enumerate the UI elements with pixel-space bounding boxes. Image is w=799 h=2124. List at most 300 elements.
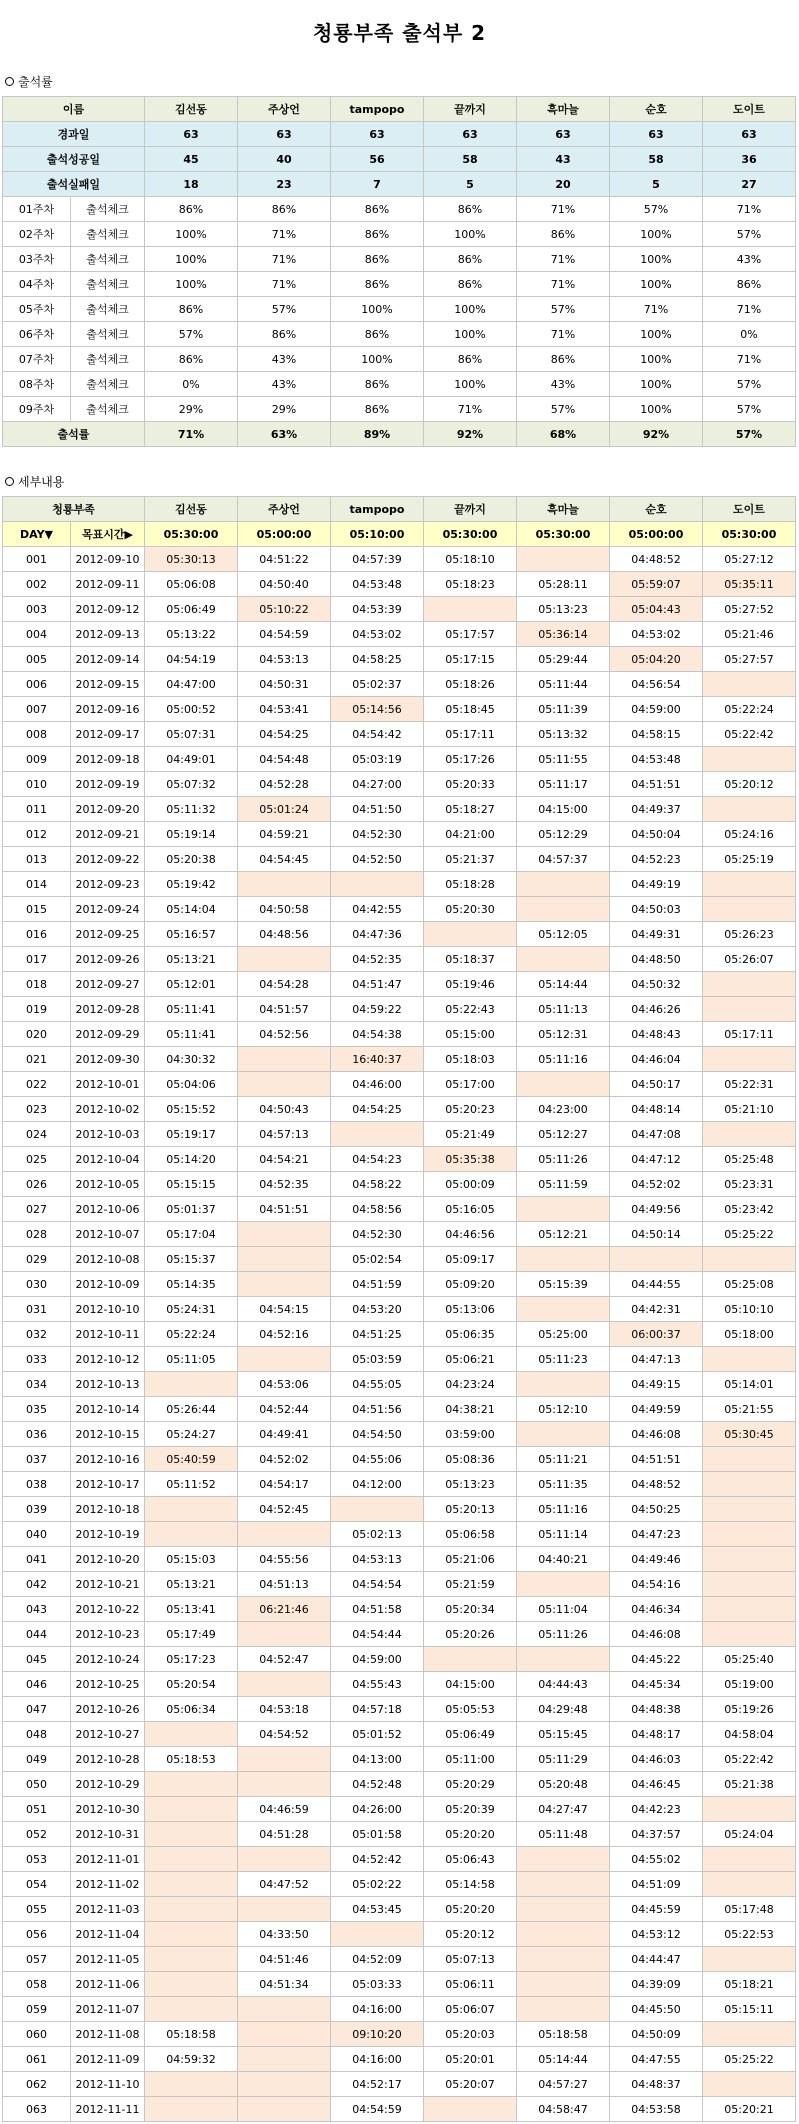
time-cell-missed	[517, 1847, 610, 1872]
time-cell: 05:12:29	[517, 822, 610, 847]
date-cell: 2012-10-17	[71, 1472, 145, 1497]
week-rate-cell: 71%	[424, 397, 517, 422]
week-rate-cell: 86%	[424, 272, 517, 297]
day-number: 023	[3, 1097, 71, 1122]
time-cell: 04:48:38	[610, 1697, 703, 1722]
time-cell: 04:52:02	[238, 1447, 331, 1472]
time-cell: 04:49:19	[610, 872, 703, 897]
week-label: 08주차	[3, 372, 71, 397]
date-cell: 2012-09-15	[71, 672, 145, 697]
time-cell-missed	[424, 922, 517, 947]
circle-bullet-icon	[5, 477, 14, 486]
day-number: 027	[3, 1197, 71, 1222]
time-cell: 04:53:48	[331, 572, 424, 597]
target-row	[3, 522, 796, 547]
time-cell: 04:44:55	[610, 1272, 703, 1297]
week-row	[3, 322, 796, 347]
time-cell: 04:52:42	[331, 1847, 424, 1872]
day-number: 063	[3, 2097, 71, 2122]
time-cell: 04:55:56	[238, 1547, 331, 1572]
day-number: 018	[3, 972, 71, 997]
count-cell: 7	[331, 172, 424, 197]
time-cell: 04:53:48	[610, 747, 703, 772]
date-cell: 2012-09-27	[71, 972, 145, 997]
day-number: 040	[3, 1522, 71, 1547]
time-cell-missed: 05:35:11	[703, 572, 796, 597]
time-cell-missed	[610, 1247, 703, 1272]
time-cell: 04:52:09	[331, 1947, 424, 1972]
fail-days-row	[3, 172, 796, 197]
time-cell: 05:06:35	[424, 1322, 517, 1347]
day-row	[3, 1797, 796, 1822]
time-cell-missed	[703, 2022, 796, 2047]
time-cell-missed	[517, 1372, 610, 1397]
time-cell-missed	[145, 1722, 238, 1747]
time-cell: 05:12:27	[517, 1122, 610, 1147]
time-cell: 05:06:08	[145, 572, 238, 597]
time-cell: 04:54:25	[331, 1097, 424, 1122]
time-cell-missed	[517, 1247, 610, 1272]
day-number: 003	[3, 597, 71, 622]
week-label: 09주차	[3, 397, 71, 422]
check-label: 출석체크	[71, 222, 145, 247]
week-rate-cell: 86%	[238, 197, 331, 222]
time-cell: 04:48:43	[610, 1022, 703, 1047]
time-cell: 05:20:23	[424, 1097, 517, 1122]
day-row	[3, 672, 796, 697]
time-cell: 05:26:07	[703, 947, 796, 972]
time-cell: 04:46:04	[610, 1047, 703, 1072]
time-cell: 04:54:21	[238, 1147, 331, 1172]
time-cell: 04:56:54	[610, 672, 703, 697]
target-time-cell: 05:30:00	[145, 522, 238, 547]
day-number: 043	[3, 1597, 71, 1622]
week-rate-cell: 71%	[238, 247, 331, 272]
time-cell: 05:06:49	[145, 597, 238, 622]
time-cell: 04:57:39	[331, 547, 424, 572]
time-cell: 05:21:55	[703, 1397, 796, 1422]
time-cell: 04:51:56	[331, 1397, 424, 1422]
time-cell-missed	[145, 2097, 238, 2122]
date-cell: 2012-10-24	[71, 1647, 145, 1672]
time-cell-missed	[703, 1522, 796, 1547]
date-cell: 2012-09-26	[71, 947, 145, 972]
week-rate-cell: 100%	[610, 347, 703, 372]
day-number: 035	[3, 1397, 71, 1422]
week-label: 02주차	[3, 222, 71, 247]
day-row	[3, 1122, 796, 1147]
time-cell-missed	[703, 1797, 796, 1822]
date-cell: 2012-09-20	[71, 797, 145, 822]
target-time-header: 목표시간▶	[71, 522, 145, 547]
time-cell-missed	[517, 547, 610, 572]
time-cell: 04:58:56	[331, 1197, 424, 1222]
time-cell: 04:50:40	[238, 572, 331, 597]
time-cell: 05:24:27	[145, 1422, 238, 1447]
time-cell: 05:22:53	[703, 1922, 796, 1947]
week-rate-cell: 86%	[145, 197, 238, 222]
day-number: 031	[3, 1297, 71, 1322]
time-cell: 04:27:00	[331, 772, 424, 797]
week-rate-cell: 86%	[331, 322, 424, 347]
detail-header-row	[3, 497, 796, 522]
time-cell: 04:47:52	[238, 1872, 331, 1897]
week-rate-cell: 100%	[145, 272, 238, 297]
time-cell: 04:58:25	[331, 647, 424, 672]
time-cell: 04:39:09	[610, 1972, 703, 1997]
time-cell: 05:06:11	[424, 1972, 517, 1997]
week-rate-cell: 86%	[331, 372, 424, 397]
time-cell-missed: 05:40:59	[145, 1447, 238, 1472]
time-cell: 05:28:11	[517, 572, 610, 597]
time-cell: 04:58:47	[517, 2097, 610, 2122]
time-cell: 05:25:19	[703, 847, 796, 872]
total-rate-cell: 71%	[145, 422, 238, 447]
count-cell: 63	[703, 122, 796, 147]
time-cell: 04:49:41	[238, 1422, 331, 1447]
time-cell-missed	[517, 1972, 610, 1997]
date-cell: 2012-10-19	[71, 1522, 145, 1547]
time-cell-missed	[517, 1422, 610, 1447]
time-cell: 04:58:04	[703, 1722, 796, 1747]
date-cell: 2012-10-12	[71, 1347, 145, 1372]
time-cell: 04:51:51	[610, 772, 703, 797]
time-cell-missed	[238, 1747, 331, 1772]
week-rate-cell: 86%	[424, 197, 517, 222]
date-cell: 2012-09-14	[71, 647, 145, 672]
time-cell: 04:49:01	[145, 747, 238, 772]
member-header: 도이트	[703, 97, 796, 122]
time-cell: 04:51:46	[238, 1947, 331, 1972]
time-cell: 04:52:44	[238, 1397, 331, 1422]
date-cell: 2012-09-24	[71, 897, 145, 922]
date-cell: 2012-09-22	[71, 847, 145, 872]
time-cell: 05:20:01	[424, 2047, 517, 2072]
week-rate-cell: 71%	[610, 297, 703, 322]
time-cell-missed	[238, 1897, 331, 1922]
week-row	[3, 222, 796, 247]
time-cell-missed	[238, 1997, 331, 2022]
day-number: 030	[3, 1272, 71, 1297]
week-rate-cell: 71%	[517, 272, 610, 297]
section-rates-text: 출석률	[18, 75, 53, 89]
time-cell: 05:15:45	[517, 1722, 610, 1747]
day-number: 039	[3, 1497, 71, 1522]
week-rate-cell: 71%	[703, 347, 796, 372]
time-cell-missed	[703, 747, 796, 772]
week-rate-cell: 100%	[610, 247, 703, 272]
day-row	[3, 572, 796, 597]
time-cell: 05:13:23	[424, 1472, 517, 1497]
date-cell: 2012-10-16	[71, 1447, 145, 1472]
time-cell: 05:20:30	[424, 897, 517, 922]
time-cell: 05:25:40	[703, 1647, 796, 1672]
time-cell: 04:52:30	[331, 1222, 424, 1247]
time-cell: 04:48:37	[610, 2072, 703, 2097]
time-cell: 04:51:47	[331, 972, 424, 997]
time-cell-missed	[703, 672, 796, 697]
day-row	[3, 622, 796, 647]
day-row	[3, 1872, 796, 1897]
day-number: 021	[3, 1047, 71, 1072]
week-rate-cell: 100%	[145, 222, 238, 247]
week-rate-cell: 100%	[145, 247, 238, 272]
time-cell: 05:20:20	[424, 1897, 517, 1922]
week-rate-cell: 100%	[610, 372, 703, 397]
time-cell: 05:22:31	[703, 1072, 796, 1097]
time-cell-missed	[331, 1122, 424, 1147]
time-cell-missed	[703, 972, 796, 997]
date-cell: 2012-10-08	[71, 1247, 145, 1272]
week-rate-cell: 71%	[517, 197, 610, 222]
day-number: 055	[3, 1897, 71, 1922]
time-cell-missed	[517, 1297, 610, 1322]
time-cell: 05:20:12	[703, 772, 796, 797]
time-cell-missed	[703, 797, 796, 822]
time-cell-missed	[703, 1622, 796, 1647]
time-cell-missed	[703, 997, 796, 1022]
week-rate-cell: 29%	[145, 397, 238, 422]
target-time-cell: 05:10:00	[331, 522, 424, 547]
time-cell: 04:52:17	[331, 2072, 424, 2097]
date-cell: 2012-11-10	[71, 2072, 145, 2097]
time-cell: 05:20:03	[424, 2022, 517, 2047]
time-cell: 05:27:12	[703, 547, 796, 572]
week-rate-cell: 71%	[517, 247, 610, 272]
day-number: 024	[3, 1122, 71, 1147]
time-cell: 04:13:00	[331, 1747, 424, 1772]
time-cell: 04:52:16	[238, 1322, 331, 1347]
time-cell-missed	[238, 872, 331, 897]
time-cell: 05:25:22	[703, 2047, 796, 2072]
date-cell: 2012-11-02	[71, 1872, 145, 1897]
week-rate-cell: 100%	[424, 322, 517, 347]
day-row	[3, 1322, 796, 1347]
time-cell: 04:59:32	[145, 2047, 238, 2072]
time-cell: 04:59:22	[331, 997, 424, 1022]
time-cell: 03:59:00	[424, 1422, 517, 1447]
week-rate-cell: 100%	[424, 372, 517, 397]
time-cell-missed	[517, 897, 610, 922]
row-label: 출석실패일	[3, 172, 145, 197]
success-days-row	[3, 147, 796, 172]
week-rate-cell: 0%	[703, 322, 796, 347]
time-cell: 04:29:48	[517, 1697, 610, 1722]
week-rate-cell: 86%	[331, 397, 424, 422]
date-cell: 2012-11-05	[71, 1947, 145, 1972]
time-cell: 05:21:49	[424, 1122, 517, 1147]
time-cell: 05:07:32	[145, 772, 238, 797]
time-cell: 05:14:20	[145, 1147, 238, 1172]
week-rate-cell: 100%	[424, 297, 517, 322]
time-cell-missed	[703, 1872, 796, 1897]
time-cell: 05:21:37	[424, 847, 517, 872]
time-cell: 04:46:59	[238, 1797, 331, 1822]
day-row	[3, 1572, 796, 1597]
count-cell: 5	[424, 172, 517, 197]
time-cell: 05:18:45	[424, 697, 517, 722]
time-cell: 05:20:34	[424, 1597, 517, 1622]
time-cell: 04:50:32	[610, 972, 703, 997]
day-row	[3, 1597, 796, 1622]
date-cell: 2012-10-03	[71, 1122, 145, 1147]
date-cell: 2012-11-03	[71, 1897, 145, 1922]
week-rate-cell: 57%	[145, 322, 238, 347]
time-cell: 04:16:00	[331, 2047, 424, 2072]
day-row	[3, 1822, 796, 1847]
week-rate-cell: 100%	[331, 297, 424, 322]
time-cell: 05:11:48	[517, 1822, 610, 1847]
day-number: 019	[3, 997, 71, 1022]
time-cell-missed: 05:04:43	[610, 597, 703, 622]
time-cell: 05:17:15	[424, 647, 517, 672]
time-cell: 04:51:34	[238, 1972, 331, 1997]
time-cell: 04:48:14	[610, 1097, 703, 1122]
time-cell: 04:52:02	[610, 1172, 703, 1197]
time-cell-missed	[517, 1922, 610, 1947]
time-cell: 04:53:02	[610, 622, 703, 647]
date-cell: 2012-10-05	[71, 1172, 145, 1197]
time-cell: 05:21:10	[703, 1097, 796, 1122]
time-cell-missed: 06:21:46	[238, 1597, 331, 1622]
time-cell-missed	[238, 1072, 331, 1097]
time-cell: 04:54:23	[331, 1147, 424, 1172]
time-cell: 05:15:39	[517, 1272, 610, 1297]
row-label: 경과일	[3, 122, 145, 147]
time-cell: 05:11:41	[145, 1022, 238, 1047]
time-cell: 04:57:13	[238, 1122, 331, 1147]
day-row	[3, 1197, 796, 1222]
week-rate-cell: 71%	[703, 197, 796, 222]
day-row	[3, 1447, 796, 1472]
count-cell: 5	[610, 172, 703, 197]
time-cell: 05:13:32	[517, 722, 610, 747]
count-cell: 63	[610, 122, 703, 147]
time-cell: 04:49:31	[610, 922, 703, 947]
time-cell: 05:14:44	[517, 972, 610, 997]
count-cell: 63	[424, 122, 517, 147]
time-cell: 04:50:58	[238, 897, 331, 922]
time-cell: 04:53:02	[331, 622, 424, 647]
date-cell: 2012-10-07	[71, 1222, 145, 1247]
target-time-cell: 05:30:00	[703, 522, 796, 547]
time-cell: 05:18:23	[424, 572, 517, 597]
time-cell: 05:14:04	[145, 897, 238, 922]
time-cell-missed	[145, 1972, 238, 1997]
week-rate-cell: 100%	[610, 272, 703, 297]
member-header: 주상언	[238, 97, 331, 122]
date-cell: 2012-10-10	[71, 1297, 145, 1322]
count-cell: 40	[238, 147, 331, 172]
time-cell: 05:18:26	[424, 672, 517, 697]
day-number: 045	[3, 1647, 71, 1672]
week-rate-cell: 86%	[424, 247, 517, 272]
time-cell: 04:51:51	[610, 1447, 703, 1472]
week-rate-cell: 43%	[517, 372, 610, 397]
time-cell: 05:20:33	[424, 772, 517, 797]
time-cell-missed: 05:36:14	[517, 622, 610, 647]
time-cell: 05:06:49	[424, 1722, 517, 1747]
time-cell: 05:13:06	[424, 1297, 517, 1322]
time-cell: 04:45:22	[610, 1647, 703, 1672]
time-cell: 04:51:50	[331, 797, 424, 822]
time-cell: 04:50:14	[610, 1222, 703, 1247]
circle-bullet-icon	[5, 77, 14, 86]
time-cell: 04:53:06	[238, 1372, 331, 1397]
date-cell: 2012-10-20	[71, 1547, 145, 1572]
day-number: 050	[3, 1772, 71, 1797]
check-label: 출석체크	[71, 247, 145, 272]
time-cell: 05:20:26	[424, 1622, 517, 1647]
time-cell-missed	[331, 1922, 424, 1947]
time-cell: 04:59:00	[610, 697, 703, 722]
time-cell: 05:21:46	[703, 622, 796, 647]
total-rate-cell: 92%	[424, 422, 517, 447]
day-row	[3, 2022, 796, 2047]
day-row	[3, 847, 796, 872]
day-row	[3, 1347, 796, 1372]
time-cell: 05:00:52	[145, 697, 238, 722]
time-cell-missed	[703, 1947, 796, 1972]
time-cell-missed: 16:40:37	[331, 1047, 424, 1072]
time-cell: 05:18:21	[703, 1972, 796, 1997]
date-cell: 2012-10-18	[71, 1497, 145, 1522]
time-cell-missed	[238, 1522, 331, 1547]
time-cell: 05:02:37	[331, 672, 424, 697]
time-cell: 04:53:41	[238, 697, 331, 722]
total-rate-cell: 92%	[610, 422, 703, 447]
time-cell-missed	[703, 1047, 796, 1072]
time-cell: 05:21:59	[424, 1572, 517, 1597]
day-number: 048	[3, 1722, 71, 1747]
total-rate-cell: 63%	[238, 422, 331, 447]
time-cell: 05:22:43	[424, 997, 517, 1022]
time-cell: 04:54:19	[145, 647, 238, 672]
day-number: 062	[3, 2072, 71, 2097]
check-label: 출석체크	[71, 397, 145, 422]
date-cell: 2012-10-27	[71, 1722, 145, 1747]
time-cell: 05:17:49	[145, 1622, 238, 1647]
time-cell: 04:52:28	[238, 772, 331, 797]
time-cell: 05:22:42	[703, 1747, 796, 1772]
target-time-cell: 05:00:00	[610, 522, 703, 547]
time-cell-missed	[145, 2072, 238, 2097]
time-cell: 04:21:00	[424, 822, 517, 847]
time-cell: 04:57:18	[331, 1697, 424, 1722]
time-cell: 05:18:03	[424, 1047, 517, 1072]
time-cell: 04:49:59	[610, 1397, 703, 1422]
week-row	[3, 197, 796, 222]
week-rate-cell: 71%	[238, 272, 331, 297]
time-cell: 05:11:16	[517, 1497, 610, 1522]
time-cell: 05:20:39	[424, 1797, 517, 1822]
date-cell: 2012-10-25	[71, 1672, 145, 1697]
time-cell: 05:25:00	[517, 1322, 610, 1347]
day-number: 020	[3, 1022, 71, 1047]
time-cell: 05:12:05	[517, 922, 610, 947]
time-cell: 05:11:32	[145, 797, 238, 822]
time-cell: 05:15:00	[424, 1022, 517, 1047]
time-cell-missed	[238, 1247, 331, 1272]
time-cell: 05:17:23	[145, 1647, 238, 1672]
member-header: 끝까지	[424, 497, 517, 522]
time-cell: 04:37:57	[610, 1822, 703, 1847]
attendance-rate-table	[2, 96, 796, 447]
time-cell: 04:50:25	[610, 1497, 703, 1522]
time-cell-missed	[238, 947, 331, 972]
time-cell-missed	[517, 872, 610, 897]
date-cell: 2012-09-12	[71, 597, 145, 622]
